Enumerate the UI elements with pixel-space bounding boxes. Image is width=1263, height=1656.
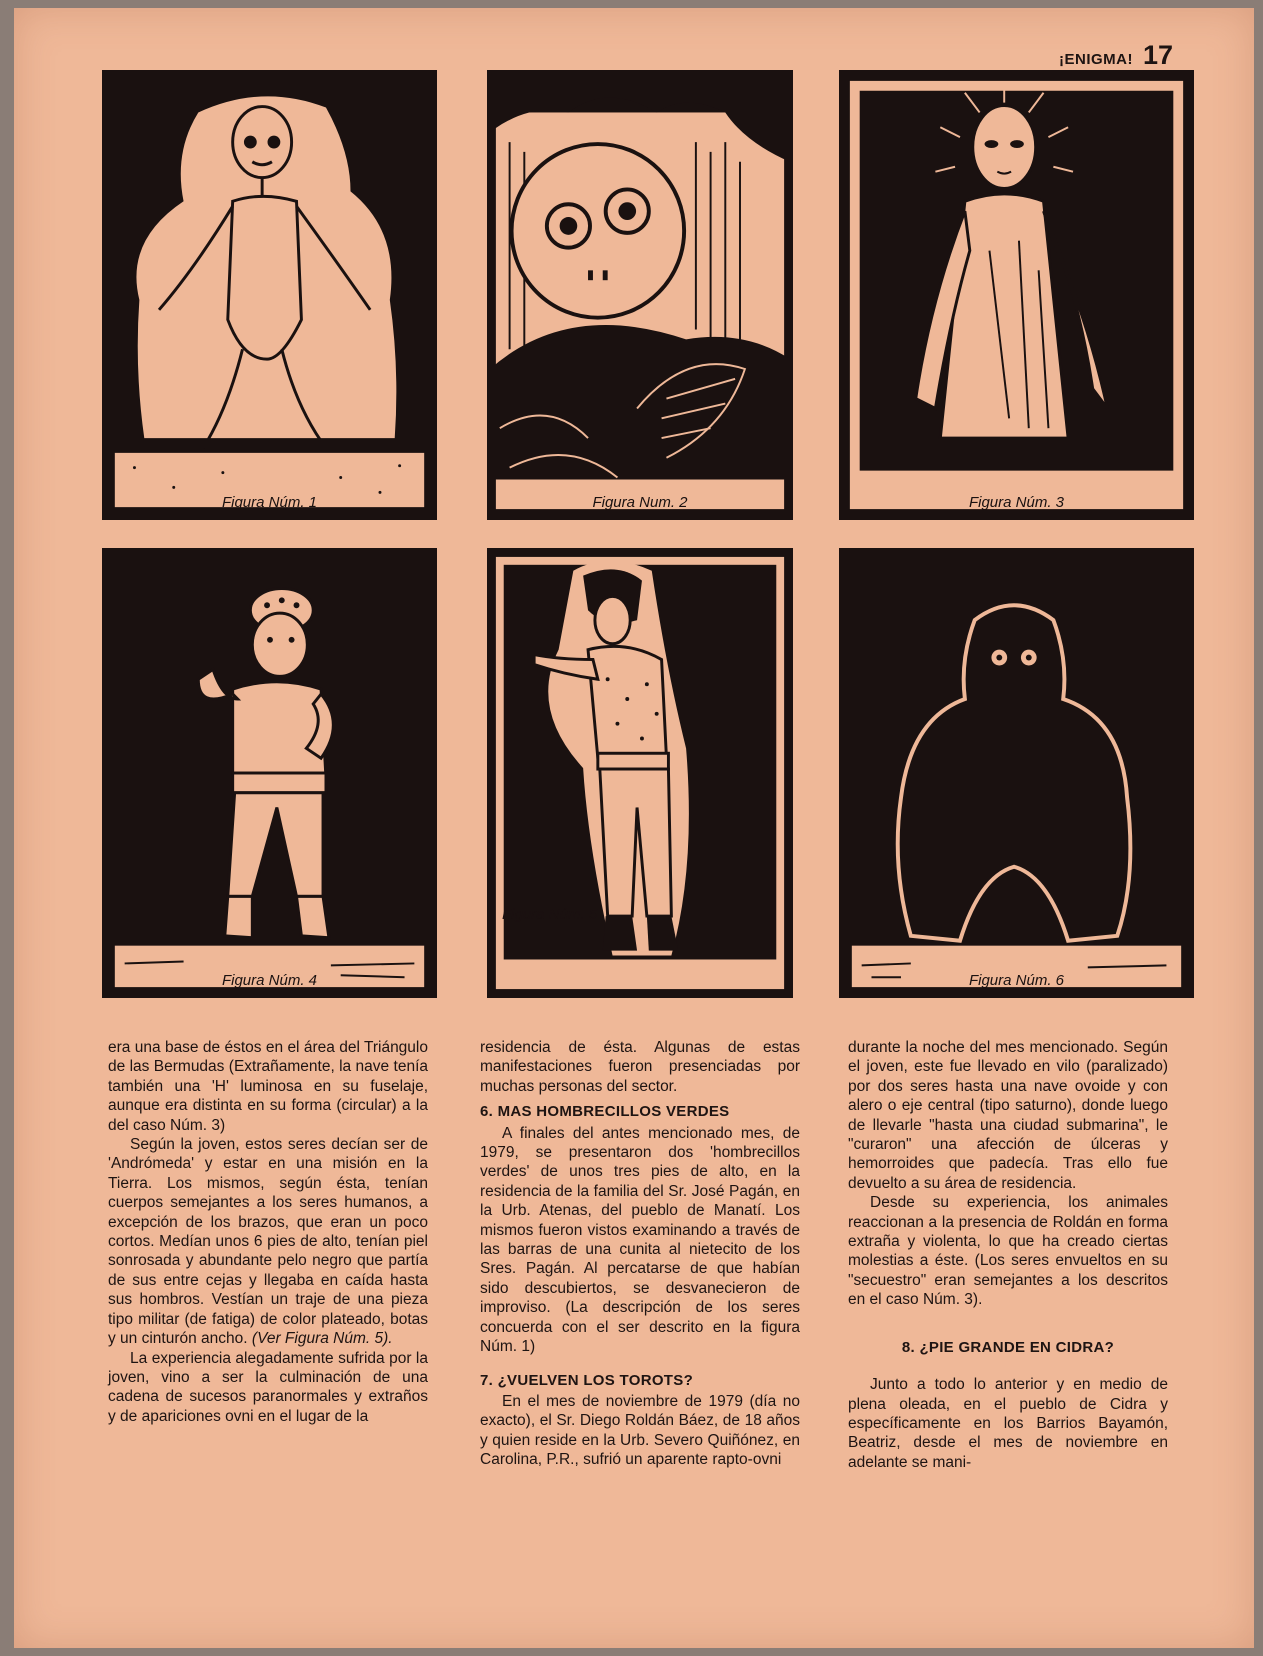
figure-2 — [487, 70, 793, 520]
figure-5 — [487, 548, 793, 998]
long-haired-man-icon — [490, 551, 790, 995]
paragraph: Junto a todo lo anterior y en medio de plena oleada, en el pueblo de Cidra y específicamente en los Barrios Bayamón, Beatriz, desde el mes de noviembre en adelante se mani- — [848, 1376, 1168, 1471]
figure-reference: (Ver Figura Núm. 5). — [251, 1330, 393, 1348]
moon-face-icon — [490, 73, 790, 517]
magazine-page — [14, 8, 1254, 1648]
page-header — [1059, 40, 1199, 70]
text-column-1 — [108, 1038, 428, 1426]
text-column-3 — [848, 1038, 1168, 1472]
paragraph: En el mes de noviembre de 1979 (día no exacto), el Sr. Diego Roldán Báez, de 18 años y quien reside en la Urb. Severo Quiñónez, en Carolina, P.R., sufrió un aparente rapto-ovni — [480, 1392, 800, 1469]
page-number: 17 — [1143, 40, 1174, 70]
paragraph — [108, 1135, 428, 1348]
paragraph: La experiencia alegadamente sufrida por la joven, vino a ser la culminación de una cadena de sucesos paranormales y extraños y de apariciones ovni en el lugar de la — [108, 1349, 428, 1425]
figure-4 — [102, 548, 437, 998]
figure-5-caption: Figura Núm. 5 — [502, 906, 598, 923]
paragraph-text: Según la joven, estos seres decían ser de 'Andrómeda' y estar en una misión en la Tierra. Los mismos, según ésta, tenían cuerpos semejantes a los seres humanos, a excepción de los brazos, que eran un poco cortos. Medían unos 6 pies de alto, tenían piel sonrosada y abundante pelo negro que partía de sus entre cejas y llegaba en caída hasta sus hombros. Vestían un traje de una pieza tipo militar (de fatiga) de color plateado, botas y un cinturón ancho. — [108, 1136, 428, 1348]
figure-3-caption: Figura Núm. 3 — [968, 494, 1065, 511]
section-heading-7: 7. ¿VUELVEN LOS TOROTS? — [480, 1371, 694, 1389]
robed-being-icon — [842, 73, 1191, 517]
helmeted-child-icon — [105, 551, 434, 995]
paragraph: durante la noche del mes mencionado. Según el joven, este fue llevado en vilo (paralizado) por dos seres hasta una nave ovoide y con alero o eje central (tipo saturno), donde luego de llevarle "hasta una ciudad submarina", le "curaron" una afección de úlceras y hemorroides que padecía. Tras ello fue devuelto a su área de residencia. — [848, 1039, 1168, 1192]
figure-4-caption: Figura Núm. 4 — [221, 972, 318, 989]
section-heading-8: 8. ¿PIE GRANDE EN CIDRA? — [901, 1338, 1115, 1356]
text-column-2 — [480, 1038, 800, 1470]
paragraph: era una base de éstos en el área del Triángulo de las Bermudas (Extrañamente, la nave tenía también una 'H' luminosa en su fuselaje, aunque era distinta en su forma (circular) a la del caso Núm. 3) — [108, 1039, 428, 1134]
figure-1-caption: Figura Núm. 1 — [221, 494, 318, 511]
paragraph: A finales del antes mencionado mes, de 1979, se presentaron dos 'hombrecillos verdes' de unos tres pies de alto, en la residencia de la familia del Sr. José Pagán, en la Urb. Atenas, del pueblo de Manatí. Los mismos fueron vistos examinando a través de las barras de una cunita al nietecito de los Sres. Pagán. Al percatarse de que habían sido descubiertos, se desvanecieron de improviso. (La descripción de los seres concuerda con el ser descrito en la figura Núm. 1) — [480, 1124, 800, 1356]
alien-figure-icon — [105, 73, 434, 517]
figure-1 — [102, 70, 437, 520]
figure-6 — [839, 548, 1194, 998]
magazine-title: ¡ENIGMA! — [1059, 51, 1133, 68]
figure-3 — [839, 70, 1194, 520]
paragraph: Desde su experiencia, los animales reaccionan a la presencia de Roldán en forma extraña y violenta, lo que ha creado ciertas molestias a éste. (Los seres envueltos en su "secuestro" eran semejantes a los descritos en el caso Núm. 3). — [848, 1194, 1168, 1309]
figure-2-caption: Figura Num. 2 — [592, 494, 688, 511]
figure-6-caption: Figura Núm. 6 — [968, 972, 1065, 989]
paragraph: residencia de ésta. Algunas de estas manifestaciones fueron presenciadas por muchas personas del sector. — [480, 1039, 800, 1095]
shadow-creature-icon — [842, 551, 1191, 995]
section-heading-6: 6. MAS HOMBRECILLOS VERDES — [480, 1103, 730, 1121]
